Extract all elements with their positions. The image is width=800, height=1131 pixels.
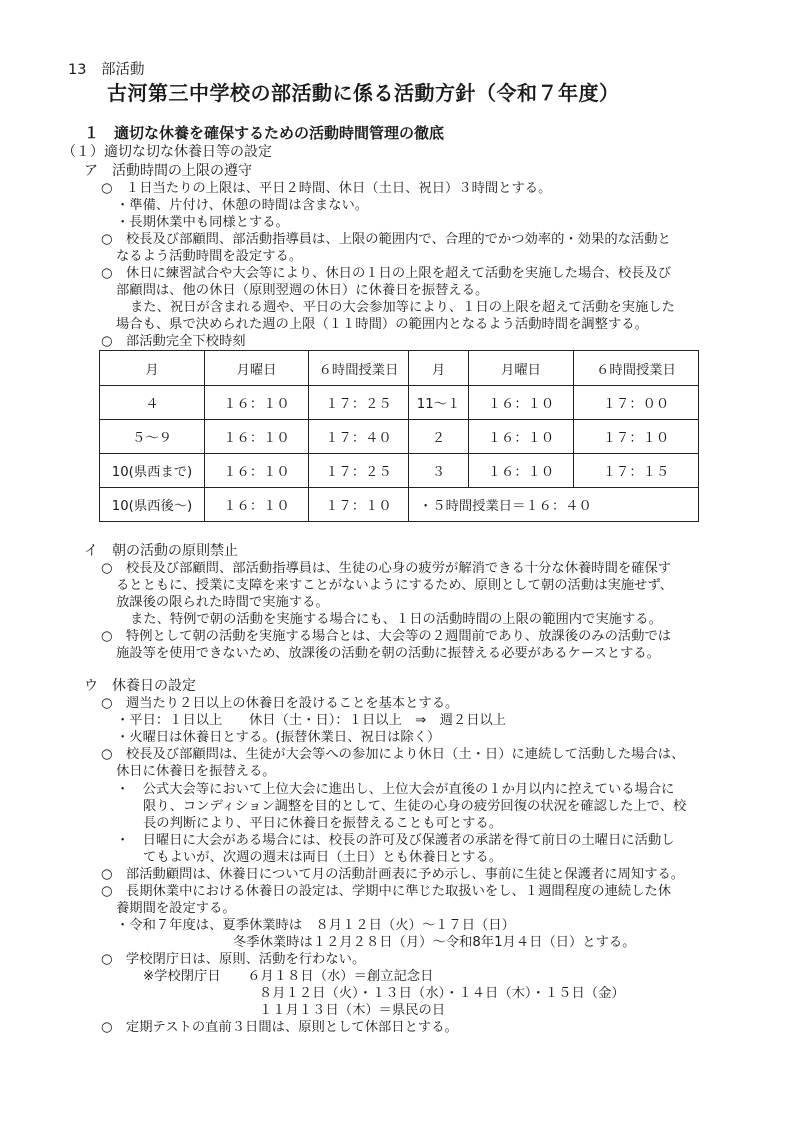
part-a-line: ○ 校長及び部顧問、部活動指導員は、上限の範囲内で、合理的でかつ効率的・効果的な活動と [101,232,671,247]
part-c-line: 養期間を設定する。 [116,901,236,916]
table-header-row [100,351,699,386]
table-header-cell: ６時間授業日 [309,351,409,386]
table-cell: １７：１５ [574,454,699,488]
section-number: 13 部活動 [68,62,145,78]
part-c-line: てもよいが、次週の週末は両日（土日）とも休養日とする。 [143,850,503,865]
part-a-line: ○ 休日に練習試合や大会等により、休日の１日の上限を超えて活動を実施した場合、校長及び [101,266,672,281]
part-b-line: 施設等を使用できないため、放課後の活動を朝の活動に振替える必要があるケースとする。 [116,646,660,661]
part-c-line: 休日に休養日を振替える。 [116,764,276,779]
part-a-line: ・長期休業中も同様とする。 [116,215,289,230]
subsection-heading: （１）適切な切な休養日等の設定 [62,144,272,160]
table-cell: １７：４０ [309,420,409,454]
table-header-cell: 月 [100,351,205,386]
part-c-line: ・火曜日は休養日とする。(振替休業日、祝日は除く） [116,730,441,745]
table-cell: １７：１０ [309,488,409,522]
table-cell: 10(県西まで) [100,454,205,488]
part-c-line: ○ 学校閉庁日は、原則、活動を行わない。 [101,952,366,967]
table-row [100,420,699,454]
table-cell: １６：１０ [469,454,574,488]
part-c-line: ○ 週当たり２日以上の休養日を設けることを基本とする。 [101,696,459,711]
table-cell: １６：１０ [205,420,309,454]
table-row [100,386,699,420]
table-cell: １６：１０ [205,488,309,522]
part-c-line: ・令和７年度は、夏季休業時は ８月１２日（火）～１７日（日） [116,918,515,933]
table-header-cell: 月曜日 [469,351,574,386]
dismissal-time-table [99,350,699,522]
part-c-line: 限り、コンディション調整を目的として、生徒の心身の疲労回復の状況を確認した上で、校 [143,799,687,814]
part-b-line: ○ 校長及び部顧問、部活動指導員は、生徒の心身の疲労が解消できる十分な休養時間を確保す [101,561,672,576]
part-c-line: ○ 部活動顧問は、休養日について月の活動計画表に予め示し、事前に生徒と保護者に周知する。 [101,867,685,882]
table-cell: ２ [409,420,469,454]
table-cell: １６：１０ [469,386,574,420]
table-cell: 10(県西後～) [100,488,205,522]
table-header-cell: 月曜日 [205,351,309,386]
table-header-cell: 月 [409,351,469,386]
table-cell: ５～９ [100,420,205,454]
part-c-line: ・ 公式大会等において上位大会に進出し、上位大会が直後の１か月以内に控えている場合に [116,782,675,797]
part-a-line: 場合も、県で決められた週の上限（１１時間）の範囲内となるよう活動時間を調整する。 [116,317,648,332]
section-heading: １ 適切な休養を確保するための活動時間管理の徹底 [84,124,445,142]
table-cell: 11～１ [409,386,469,420]
part-a-line: なるよう活動時間を設定する。 [116,249,303,264]
part-c-line: １１月１３日（木）＝県民の日 [259,1003,446,1018]
part-c-line: ・平日：１日以上 休日（土・日）：１日以上 ⇒ 週２日以上 [116,713,507,728]
part-a-line: ○ １日当たりの上限は、平日２時間、休日（土日、祝日）３時間とする。 [101,181,552,196]
table-cell: １７：００ [574,386,699,420]
part-c-line: ※学校閉庁日 ６月１８日（水）＝創立記念日 [143,969,434,984]
part-a-heading: ア 活動時間の上限の遵守 [84,163,252,179]
table-header-cell: ６時間授業日 [574,351,699,386]
part-a-line: ・準備、片付け、休憩の時間は含まない。 [116,198,369,213]
part-b-line: るとともに、授業に支障を来すことがないようにするため、原則として朝の活動は実施せず、 [116,578,673,593]
part-c-line: 長の判断により、平日に休養日を振替えることも可とする。 [143,816,503,831]
part-a-line: ○ 部活動完全下校時刻 [101,334,246,349]
part-c-line: ８月１２日（火）・１３日（水）・１４日（木）・１５日（金） [259,986,625,1001]
part-c-heading: ウ 休養日の設定 [84,678,196,694]
part-b-line: ○ 特例として朝の活動を実施する場合とは、大会等の２週間前であり、放課後のみの活動では [101,629,672,644]
page-title: 古河第三中学校の部活動に係る活動方針（令和７年度） [107,81,620,105]
table-cell: ３ [409,454,469,488]
part-c-line: ○ 長期休業中における休養日の設定は、学期中に準じた取扱いをし、１週間程度の連続した休 [101,884,672,899]
part-a-line: 部顧問は、他の休日（原則翌週の休日）に休養日を振替える。 [116,283,489,298]
part-c-line: ○ 定期テストの直前３日間は、原則として休部日とする。 [101,1020,458,1035]
table-cell: １７：２５ [309,386,409,420]
part-c-line: ・ 日曜日に大会がある場合には、校長の許可及び保護者の承諾を得て前日の土曜日に活動し [116,833,675,848]
part-b-heading: イ 朝の活動の原則禁止 [84,543,238,559]
part-c-line: 冬季休業時は１２月２８日（月）～令和8年1月４日（日）とする。 [233,935,636,950]
part-a-line: また、祝日が含まれる週や、平日の大会参加等により、１日の上限を超えて活動を実施した [130,300,675,315]
table-cell: １６：１０ [205,386,309,420]
table-cell: １６：１０ [469,420,574,454]
part-b-line: 放課後の限られた時間で実施する。 [116,595,329,610]
table-cell: ４ [100,386,205,420]
table-row [100,488,699,522]
table-cell: １６：１０ [205,454,309,488]
table-cell: １７：２５ [309,454,409,488]
table-note-cell: ・５時間授業日＝１６：４０ [409,488,699,522]
part-b-line: また、特例で朝の活動を実施する場合にも、１日の活動時間の上限の範囲内で実施する。 [130,612,662,627]
part-c-line: ○ 校長及び部顧問は、生徒が大会等への参加により休日（土・日）に連続して活動した場合は、 [101,747,685,762]
table-cell: １７：１０ [574,420,699,454]
table-row [100,454,699,488]
